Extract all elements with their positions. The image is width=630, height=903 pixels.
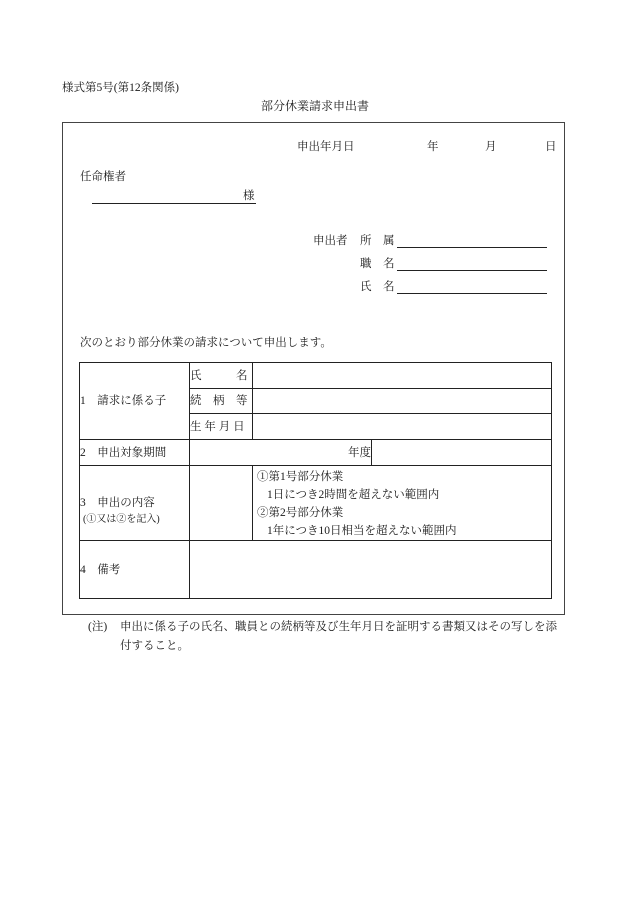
note-line-2: 付すること。	[120, 640, 189, 652]
period-row-label: 2 申出対象期間	[80, 440, 190, 466]
applicant-name-label: 氏 名	[360, 281, 395, 293]
note-label: (注)	[88, 621, 108, 633]
date-year-label: 年	[427, 141, 439, 153]
remarks-cell	[190, 541, 552, 599]
form-number: 様式第5号(第12条関係)	[62, 82, 179, 94]
appointer-label: 任命権者	[80, 171, 126, 183]
appointer-underline	[92, 203, 256, 204]
date-label: 申出年月日	[297, 141, 355, 153]
child-relation-label: 続 柄 等	[190, 389, 253, 414]
date-day-label: 日	[545, 141, 557, 153]
period-extra-cell	[372, 440, 552, 466]
content-row-sublabel: (①又は②を記入)	[83, 513, 160, 525]
period-year-cell: 年度	[190, 440, 372, 466]
content-row-label: 3 申出の内容	[80, 496, 155, 509]
child-name-label: 氏 名	[190, 363, 253, 389]
date-month-label: 月	[485, 141, 497, 153]
document-title: 部分休業請求申出書	[260, 99, 369, 113]
table-row	[80, 541, 552, 599]
table-row	[80, 363, 552, 389]
applicant-name-line	[397, 293, 547, 294]
applicant-position-label: 職 名	[360, 258, 395, 270]
applicant-position-line	[397, 270, 547, 271]
child-row-label: 1 請求に係る子	[80, 363, 190, 440]
applicant-affiliation-label: 所 属	[360, 235, 395, 247]
child-relation-cell	[253, 389, 552, 414]
content-choice-cell	[190, 466, 253, 541]
content-row-label-cell	[80, 466, 190, 541]
request-table	[79, 362, 552, 599]
child-birthdate-label: 生 年 月 日	[190, 414, 253, 440]
applicant-affiliation-line	[397, 247, 547, 248]
note-line-1: 申出に係る子の氏名、職員との続柄等及び生年月日を証明する書類又はその写しを添	[120, 621, 557, 633]
applicant-label: 申出者	[313, 235, 348, 247]
table-row	[80, 440, 552, 466]
remarks-row-label: 4 備考	[80, 541, 190, 599]
option-1-detail: 1日につき2時間を超えない範囲内	[267, 488, 440, 501]
option-2-title: ②第2号部分休業	[257, 506, 344, 519]
content-options-cell	[253, 466, 552, 541]
child-birthdate-cell	[253, 414, 552, 440]
option-2-detail: 1年につき10日相当を超えない範囲内	[267, 524, 457, 537]
child-name-cell	[253, 363, 552, 389]
option-1-title: ①第1号部分休業	[257, 470, 344, 483]
appointer-honorific: 様	[243, 190, 255, 202]
statement-text: 次のとおり部分休業の請求について申出します。	[80, 337, 332, 349]
table-row	[80, 466, 552, 541]
